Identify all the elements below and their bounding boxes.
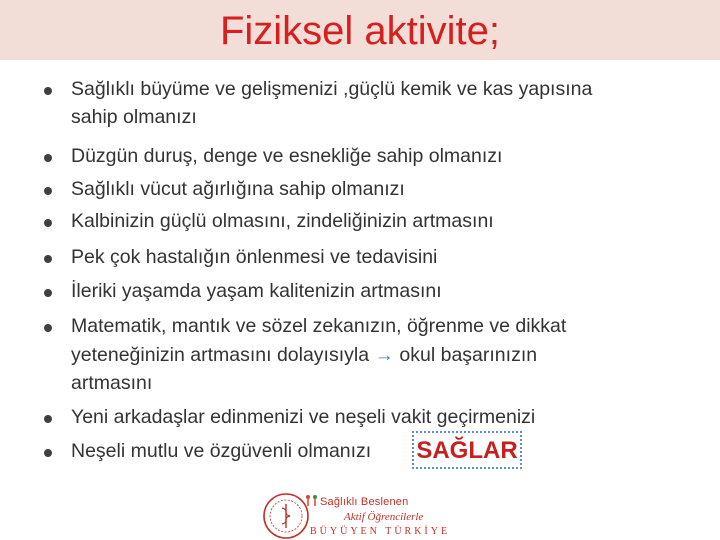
slide-title: Fiziksel aktivite; [219,9,501,53]
list-item-line: artmasını [71,372,153,394]
list-item-line: Yeni arkadaşlar edinmenizi ve neşeli vakit geçirmenizi [71,406,536,428]
bullet-icon [44,154,52,162]
list-item-line: Sağlıklı vücut ağırlığına sahip olmanızı [71,178,405,200]
logo-line-2: Aktif Öğrencilerle [344,511,424,523]
list-item-line: Neşeli mutlu ve özgüvenli olmanızı [71,440,372,462]
list-item-line: Sağlıklı büyüme ve gelişmenizi ,güçlü kemik ve kas yapısına [71,78,593,100]
bullet-icon [44,324,52,332]
list-item-line: Düzgün duruş, denge ve esnekliğe sahip olmanızı [71,145,503,167]
bullet-icon [44,289,52,297]
logo-line-3: BÜYÜYEN TÜRKİYE [310,526,451,537]
bullet-icon [44,415,52,423]
figures-icon [304,494,320,508]
bullet-icon [44,255,52,263]
list-item-line-text: yeteneğinizin artmasını dolayısıyla [71,344,370,366]
logo-line-1: Sağlıklı Beslenen [320,496,409,508]
logo [258,490,468,540]
bullet-icon [44,87,52,95]
bullet-icon [44,219,52,227]
right-arrow-icon: → [374,344,394,366]
list-item-line [71,342,671,368]
bullet-icon [44,187,52,195]
list-item-line: Matematik, mantık ve sözel zekanızın, öğrenme ve dikkat [71,315,567,337]
list-item-line: Kalbinizin güçlü olmasını, zindeliğinizin artmasını [71,210,494,232]
list-item-line-tail: okul başarınızın [394,344,538,366]
list-item-line: İleriki yaşamda yaşam kalitenizin artmasını [71,280,442,302]
bullet-icon [44,449,52,457]
list-item-line: Pek çok hastalığın önlenmesi ve tedavisini [71,246,438,268]
list-item-line: sahip olmanızı [71,106,197,128]
highlight-text: SAĞLAR [416,437,518,464]
